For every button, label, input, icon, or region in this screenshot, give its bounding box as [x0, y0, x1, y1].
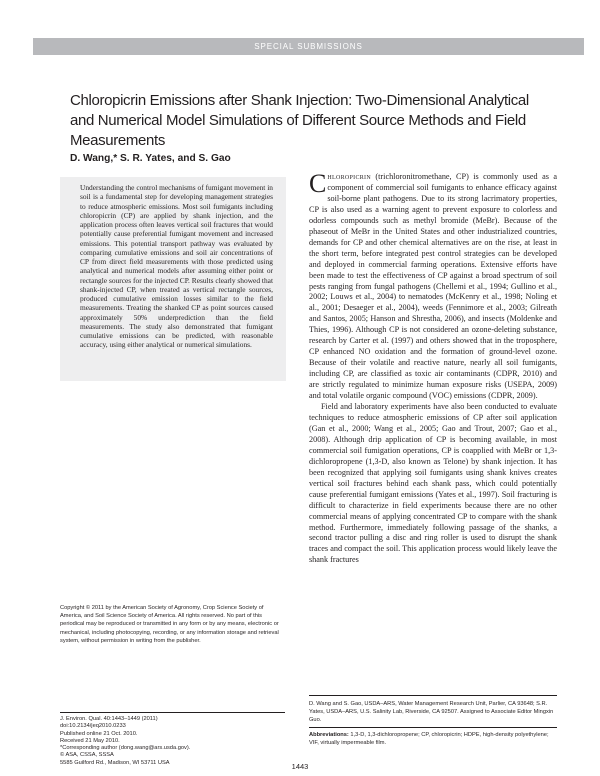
body-paragraph-2: Field and laboratory experiments have also been conducted to evaluate techniques to reduce atmospheric emissions of CP after soil application (Gan et al., 2000; Wang et al., 2005; Gao and Trout, 2007; Gao et al., 2008). Although drip application of CP is becoming available, in most commercial soil fumigation operations, CP is coapplied with MeBr or 1,3-dichloropropene (1,3-D, also known as Telone) by shank injection. It has been recognized that applying soil fumigants using shank knives creates vertical soil fractures behind each shank pass, which could potentially cause preferential fumigant emissions (Yates et al., 1997). Soil fracturing is difficult to characterize in field experiments because there are no other commercial means of applying concentrated CP to compare with the shank method. Furthermore, immediately following passage of the shanks, a second tractor pulling a disc and ring roller is used to disrupt the shank traces and compact the soil. This application process would likely leave the shank fractures: [309, 402, 557, 565]
citation-line: doi:10.2134/jeq2010.0233: [60, 723, 126, 730]
citation-line: Published online 21 Oct. 2010.: [60, 730, 138, 737]
citation-line: *Corresponding author (dong.wang@ars.usda.gov).: [60, 745, 191, 752]
citation-line: © ASA, CSSA, SSSA: [60, 752, 114, 759]
citation-line: 5585 Guilford Rd., Madison, WI 53711 USA: [60, 759, 170, 766]
citation-line: Received 21 May 2010.: [60, 737, 120, 744]
section-banner: SPECIAL SUBMISSIONS: [33, 38, 584, 55]
abbreviations: [309, 731, 557, 747]
citation-block: [60, 716, 285, 767]
lead-word: hloropicrin: [327, 172, 371, 181]
page-number: 1443: [291, 762, 309, 771]
abstract-text: Understanding the control mechanisms of fumigant movement in soil is a fundamental step for developing management strategies to reduce atmospheric emissions. Most soil fumigants including chloropicrin (CP) are applied by shank injection, and the application process often leaves vertical soil fractures that would potentially cause preferential fumigant movement and increased emissions. This potential transport pathway was evaluated by comparing cumulative emissions and soil air concentrations of CP from direct field measurements with those predicted using analytical and numerical models after assuming either point or rectangle sources for the injected CP. Results clearly showed that shank-injected CP, when treated as vertical rectangle sources, produced cumulative emission losses similar to the field measurements. Treating the shanked CP as point sources caused approximately 50% underprediction than the field measurements. The study also demonstrated that fumigant cumulative emissions can be predicted, with reasonable accuracy, using either analytical or numerical simulations.: [80, 183, 273, 350]
citation-divider: [60, 712, 285, 713]
body-text: [309, 169, 557, 566]
citation-line: J. Environ. Qual. 40:1443–1449 (2011): [60, 716, 158, 722]
drop-cap: C: [309, 169, 327, 198]
abbreviations-label: Abbreviations:: [309, 732, 349, 738]
paragraph-1-text: (trichloronitromethane, CP) is commonly used as a component of commercial soil fumigants to enhance efficacy against soil-borne plant pathogens. Due to its strong lacrimatory properties, CP is also used as a warning agent to prevent exposure to colorless and odorless compounds such as methyl bromide (MeBr). Because of the phaseout of MeBr in the United States and other industrialized countries, demands for CP and other chemical alternatives are on the rise, at least in the short term, before integrated pest control strategies can be developed and deployed in commercial farming operations. Extensive efforts have been made to test the effectiveness of CP against a broad spectrum of soil pests ranging from fungal pathogens (Chellemi et al., 1994; Gullino et al., 2002; Louws et al., 2004) to nematodes (McKenry et al., 1998; Noling et al., 2001; Desaeger et al., 2004), weeds (Fennimore et al., 2003; Gilreath and Santos, 2005; Hanson and Shrestha, 2006), and insects (Moldenke and Thies, 1996). Although CP is not considered an ozone-deleting substance, research by Carter et al. (1997) and others showed that in the troposphere, CP enhanced NO oxidation and the formation of ground-level ozone. Because of their volatile and reactive nature, nearly all soil fumigants, including CP, are classified as toxic air contaminants (CDPR, 2010) and are strictly regulated to minimize human exposure risks (USEPA, 2009) and total volatile organic compound (VOC) emissions (CDPR, 2009).: [309, 172, 557, 401]
article-title: Chloropicrin Emissions after Shank Injection: Two-Dimensional Analytical and Numerical Model Simulations of Different Source Methods and Field Measurements: [70, 92, 529, 149]
abbreviations-text: 1,3-D, 1,3-dichloropropene; CP, chloropicrin; HDPE, high-density polyethylene; VIF, virtually impermeable film.: [309, 732, 549, 747]
author-affiliation: D. Wang and S. Gao, USDA–ARS, Water Management Research Unit, Parlier, CA 93648; S.R. Yates, USDA–ARS, U.S. Salinity Lab, Riverside, CA 92507. Assigned to Associate Editor Mingxin Guo.: [309, 701, 554, 724]
author-list: D. Wang,* S. R. Yates, and S. Gao: [70, 153, 231, 164]
abbreviation-divider: [309, 727, 557, 728]
affiliation-divider: [309, 695, 557, 696]
body-paragraph-1: [309, 169, 557, 402]
copyright-notice: Copyright © 2011 by the American Society of Agronomy, Crop Science Society of America, and Soil Science Society of America. All rights reserved. No part of this periodical may be reproduced or transmitted in any form or by any means, electronic or mechanical, including photocopying, recording, or any information storage and retrieval system, without permission in writing from the publisher.: [60, 605, 279, 644]
